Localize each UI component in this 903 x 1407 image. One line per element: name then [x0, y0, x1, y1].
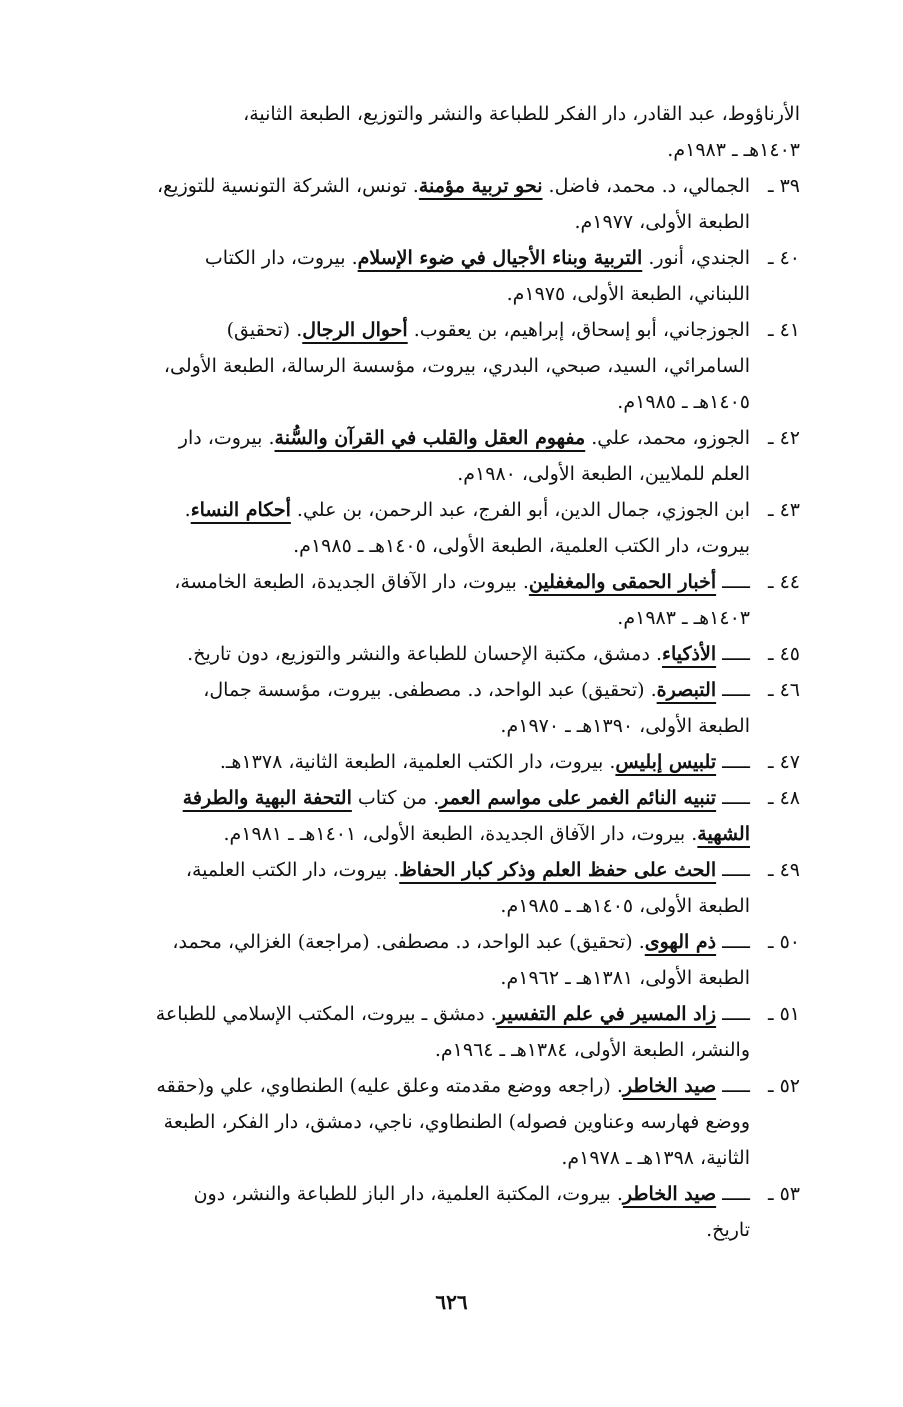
entry-line: ١٤٠٣هـ ـ ١٩٨٣م.	[617, 607, 750, 629]
entry-title: التبصرة	[656, 679, 717, 701]
entry-line: السامرائي، السيد، صبحي، البدري، بيروت، مؤسسة الرسالة، الطبعة الأولى،	[163, 355, 750, 377]
entry-publication: . بيروت، دار	[178, 427, 275, 449]
entry-dash: ـــــ	[722, 787, 750, 809]
entry-publication: . تونس، الشركة التونسية للتوزيع،	[157, 175, 419, 197]
entry-47	[110, 744, 800, 780]
entry-publication: . (تحقيق)	[226, 319, 303, 341]
entry-number: ٤٦ ـ	[767, 679, 800, 701]
entry-number: ٥١ ـ	[767, 1003, 800, 1025]
entry-line: الثانية، ١٣٩٨هـ ـ ١٩٧٨م.	[561, 1147, 750, 1169]
entry-44	[110, 564, 800, 636]
entry-number: ٥٣ ـ	[767, 1183, 800, 1205]
entry-author: ابن الجوزي، جمال الدين، أبو الفرج، عبد الرحمن، بن علي.	[296, 499, 750, 521]
entry-publication: .	[184, 499, 191, 521]
entry-title: التربية وبناء الأجيال في ضوء الإسلام	[357, 247, 643, 269]
entry-line: الأرناؤوط، عبد القادر، دار الفكر للطباعة والنشر والتوزيع، الطبعة الثانية،	[243, 103, 800, 125]
entry-line: ووضع فهارسه وعناوين فصوله) الطنطاوي، ناجي، دمشق، دار الفكر، الطبعة	[163, 1111, 750, 1133]
entry-author: الجوزو، محمد، علي.	[591, 427, 750, 449]
entry-title: ذم الهوى	[644, 931, 717, 953]
entry-title: أخبار الحمقى والمغفلين	[528, 571, 717, 593]
entry-40	[110, 240, 800, 312]
entry-dash: ـــــ	[722, 679, 750, 701]
entry-number: ٤٤ ـ	[767, 571, 800, 593]
entry-title: نحو تربية مؤمنة	[418, 175, 543, 197]
entry-50	[110, 924, 800, 996]
entry-number: ٤٢ ـ	[767, 427, 800, 449]
entry-title: صيد الخاطر	[622, 1075, 717, 1097]
entry-number: ٤٥ ـ	[767, 643, 800, 665]
entry-number: ٤٩ ـ	[767, 859, 800, 881]
entry-dash: ـــــ	[722, 859, 750, 881]
entry-number: ٤٠ ـ	[767, 247, 800, 269]
entry-line: الطبعة الأولى، ١٩٧٧م.	[574, 211, 750, 233]
entry-title: صيد الخاطر	[622, 1183, 717, 1205]
entry-53	[110, 1176, 800, 1248]
entry-line: ١٤٠٥هـ ـ ١٩٨٥م.	[617, 391, 750, 413]
entry-publication: . بيروت، دار الكتب العلمية، الطبعة الثانية، ١٣٧٨هـ.	[219, 751, 616, 773]
entry-46	[110, 672, 800, 744]
entry-52	[110, 1068, 800, 1176]
entry-publication: . بيروت، دار الكتاب	[204, 247, 358, 269]
entry-title-secondary: التحفة البهية والطرفة	[182, 787, 352, 809]
entry-line: اللبناني، الطبعة الأولى، ١٩٧٥م.	[506, 283, 750, 305]
entry-line: بيروت، دار الكتب العلمية، الطبعة الأولى، ١٤٠٥هـ ـ ١٩٨٥م.	[293, 535, 750, 557]
entry-line: تاريخ.	[706, 1219, 750, 1241]
entry-title: الأذكياء	[662, 643, 717, 665]
entry-publication: . (راجعه ووضع مقدمته وعلق عليه) الطنطاوي، علي و(حققه	[156, 1075, 623, 1097]
entry-48	[110, 780, 800, 852]
entry-author: الجندي، أنور.	[648, 247, 750, 269]
entry-45	[110, 636, 800, 672]
entry-43	[110, 492, 800, 564]
entry-publication: . بيروت، المكتبة العلمية، دار الباز للطباعة والنشر، دون	[193, 1183, 623, 1205]
entry-title: الحث على حفظ العلم وذكر كبار الحفاظ	[399, 859, 717, 881]
entry-number: ٤٣ ـ	[767, 499, 800, 521]
entry-41	[110, 312, 800, 420]
entry-49	[110, 852, 800, 924]
entry-number: ٣٩ ـ	[767, 175, 800, 197]
entry-number: ٥٢ ـ	[767, 1075, 800, 1097]
entry-dash: ـــــ	[722, 571, 750, 593]
entry-title: تنبيه النائم الغمر على مواسم العمر	[439, 787, 717, 809]
bibliography-page	[110, 96, 800, 1248]
entry-publication: . بيروت، دار الآفاق الجديدة، الطبعة الخامسة،	[174, 571, 529, 593]
entry-number: ٤٨ ـ	[767, 787, 800, 809]
entry-line: ١٤٠٣هـ ـ ١٩٨٣م.	[667, 139, 800, 161]
entry-publication: . (تحقيق) عبد الواحد، د. مصطفى. (مراجعة) الغزالي، محمد،	[172, 931, 645, 953]
entry-line: الطبعة الأولى، ١٣٩٠هـ ـ ١٩٧٠م.	[500, 715, 750, 737]
entry-title: تلبيس إبليس	[615, 751, 717, 773]
entry-publication: . بيروت، دار الآفاق الجديدة، الطبعة الأولى، ١٤٠١هـ ـ ١٩٨١م.	[223, 823, 698, 845]
entry-publication: . بيروت، دار الكتب العلمية،	[185, 859, 400, 881]
entry-publication: . دمشق ـ بيروت، المكتب الإسلامي للطباعة	[155, 1003, 497, 1025]
entry-author: الجمالي، د. محمد، فاضل.	[548, 175, 750, 197]
entry-publication: . من كتاب	[357, 787, 440, 809]
entry-title: أحوال الرجال	[302, 319, 408, 341]
entry-number: ٥٠ ـ	[767, 931, 800, 953]
entry-title: زاد المسير في علم التفسير	[496, 1003, 717, 1025]
entry-line: الطبعة الأولى، ١٤٠٥هـ ـ ١٩٨٥م.	[500, 895, 750, 917]
entry-title: مفهوم العقل والقلب في القرآن والسُّنة	[274, 427, 586, 449]
entry-42	[110, 420, 800, 492]
entry-dash: ـــــ	[722, 1003, 750, 1025]
entry-dash: ـــــ	[722, 643, 750, 665]
entry-line: والنشر، الطبعة الأولى، ١٣٨٤هـ ـ ١٩٦٤م.	[434, 1039, 750, 1061]
page-number: ٦٢٦	[435, 1290, 468, 1314]
entry-number: ٤١ ـ	[767, 319, 800, 341]
entry-publication: . دمشق، مكتبة الإحسان للطباعة والنشر والتوزيع، دون تاريخ.	[187, 643, 663, 665]
entry-dash: ـــــ	[722, 1183, 750, 1205]
entry-title-secondary-cont: الشهية	[697, 823, 750, 845]
entry-number: ٤٧ ـ	[767, 751, 800, 773]
entry-publication: . (تحقيق) عبد الواحد، د. مصطفى. بيروت، مؤسسة جمال،	[203, 679, 657, 701]
entry-line: العلم للملايين، الطبعة الأولى، ١٩٨٠م.	[457, 463, 750, 485]
entry-continued	[110, 96, 800, 168]
entry-dash: ـــــ	[722, 751, 750, 773]
entry-39	[110, 168, 800, 240]
entry-dash: ـــــ	[722, 1075, 750, 1097]
entry-dash: ـــــ	[722, 931, 750, 953]
entry-title: أحكام النساء	[190, 499, 291, 521]
entry-author: الجوزجاني، أبو إسحاق، إبراهيم، بن يعقوب.	[413, 319, 750, 341]
entry-51	[110, 996, 800, 1068]
entry-line: الطبعة الأولى، ١٣٨١هـ ـ ١٩٦٢م.	[500, 967, 750, 989]
